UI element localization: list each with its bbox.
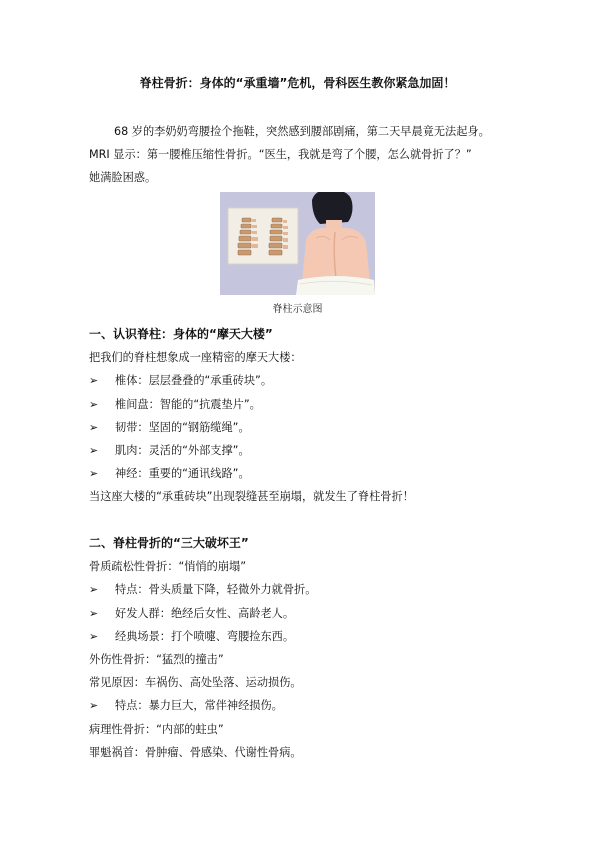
section-heading: 一、认识脊柱：身体的“摩天大楼” (89, 327, 273, 341)
intro-line: 68 岁的李奶奶弯腰捡个拖鞋，突然感到腰部剧痛，第二天早晨竟无法起身。 (114, 125, 490, 138)
section-closing: 当这座大楼的“承重砖块”出现裂缝甚至崩塌，就发生了脊柱骨折！ (89, 490, 414, 504)
spine-illustration (220, 192, 375, 295)
list-item-text: 特点：暴力巨大，常伴神经损伤。 (115, 699, 283, 713)
list-item-text: 韧带：坚固的“钢筋缆绳”。 (115, 420, 250, 434)
subsection-title: 外伤性骨折：“猛烈的撞击” (89, 653, 224, 667)
list-item-text: 神经：重要的“通讯线路”。 (115, 467, 250, 481)
spine-illustration-graphic (220, 192, 375, 295)
arrow-bullet-icon: ➢ (89, 374, 99, 388)
arrow-bullet-icon: ➢ (89, 397, 99, 411)
list-item (89, 369, 529, 392)
list-item (89, 439, 529, 462)
arrow-bullet-icon: ➢ (89, 467, 99, 481)
section-2 (89, 532, 529, 764)
arrow-bullet-icon: ➢ (89, 583, 99, 597)
intro-paragraph (89, 120, 509, 189)
section-heading: 二、脊柱骨折的“三大破坏王” (89, 536, 249, 550)
page-title: 脊柱骨折：身体的“承重墙”危机，骨科医生教你紧急加固！ (139, 76, 456, 90)
list-item (89, 462, 529, 485)
section-lead: 把我们的脊柱想象成一座精密的摩天大楼： (89, 351, 302, 365)
list-item (89, 694, 529, 717)
subsection-title: 骨质疏松性骨折：“悄悄的崩塌” (89, 560, 247, 574)
arrow-bullet-icon: ➢ (89, 420, 99, 434)
list-item (89, 393, 529, 416)
arrow-bullet-icon: ➢ (89, 444, 99, 458)
cause-text: 罪魁祸首：骨肿瘤、骨感染、代谢性骨病。 (89, 745, 302, 759)
arrow-bullet-icon: ➢ (89, 699, 99, 713)
figure-caption: 脊柱示意图 (272, 304, 323, 315)
list-item (89, 578, 529, 601)
list-item-text: 经典场景：打个喷嚏、弯腰捡东西。 (115, 629, 295, 643)
section-1 (89, 323, 529, 509)
list-item-text: 特点：骨头质量下降，轻微外力就骨折。 (115, 583, 317, 597)
list-item-text: 椎体：层层叠叠的“承重砖块”。 (115, 374, 273, 388)
cause-text: 常见原因：车祸伤、高处坠落、运动损伤。 (89, 676, 302, 690)
list-item (89, 416, 529, 439)
subsection-title: 病理性骨折：“内部的蛀虫” (89, 722, 224, 736)
list-item-text: 肌肉：灵活的“外部支撑”。 (115, 444, 250, 458)
arrow-bullet-icon: ➢ (89, 606, 99, 620)
list-item (89, 625, 529, 648)
list-item-text: 椎间盘：智能的“抗震垫片”。 (115, 397, 261, 411)
intro-line: MRI 显示：第一腰椎压缩性骨折。“医生，我就是弯了个腰，怎么就骨折了？” (89, 148, 472, 161)
arrow-bullet-icon: ➢ (89, 629, 99, 643)
list-item-text: 好发人群：绝经后女性、高龄老人。 (115, 606, 295, 620)
intro-line: 她满脸困惑。 (89, 171, 157, 184)
list-item (89, 602, 529, 625)
